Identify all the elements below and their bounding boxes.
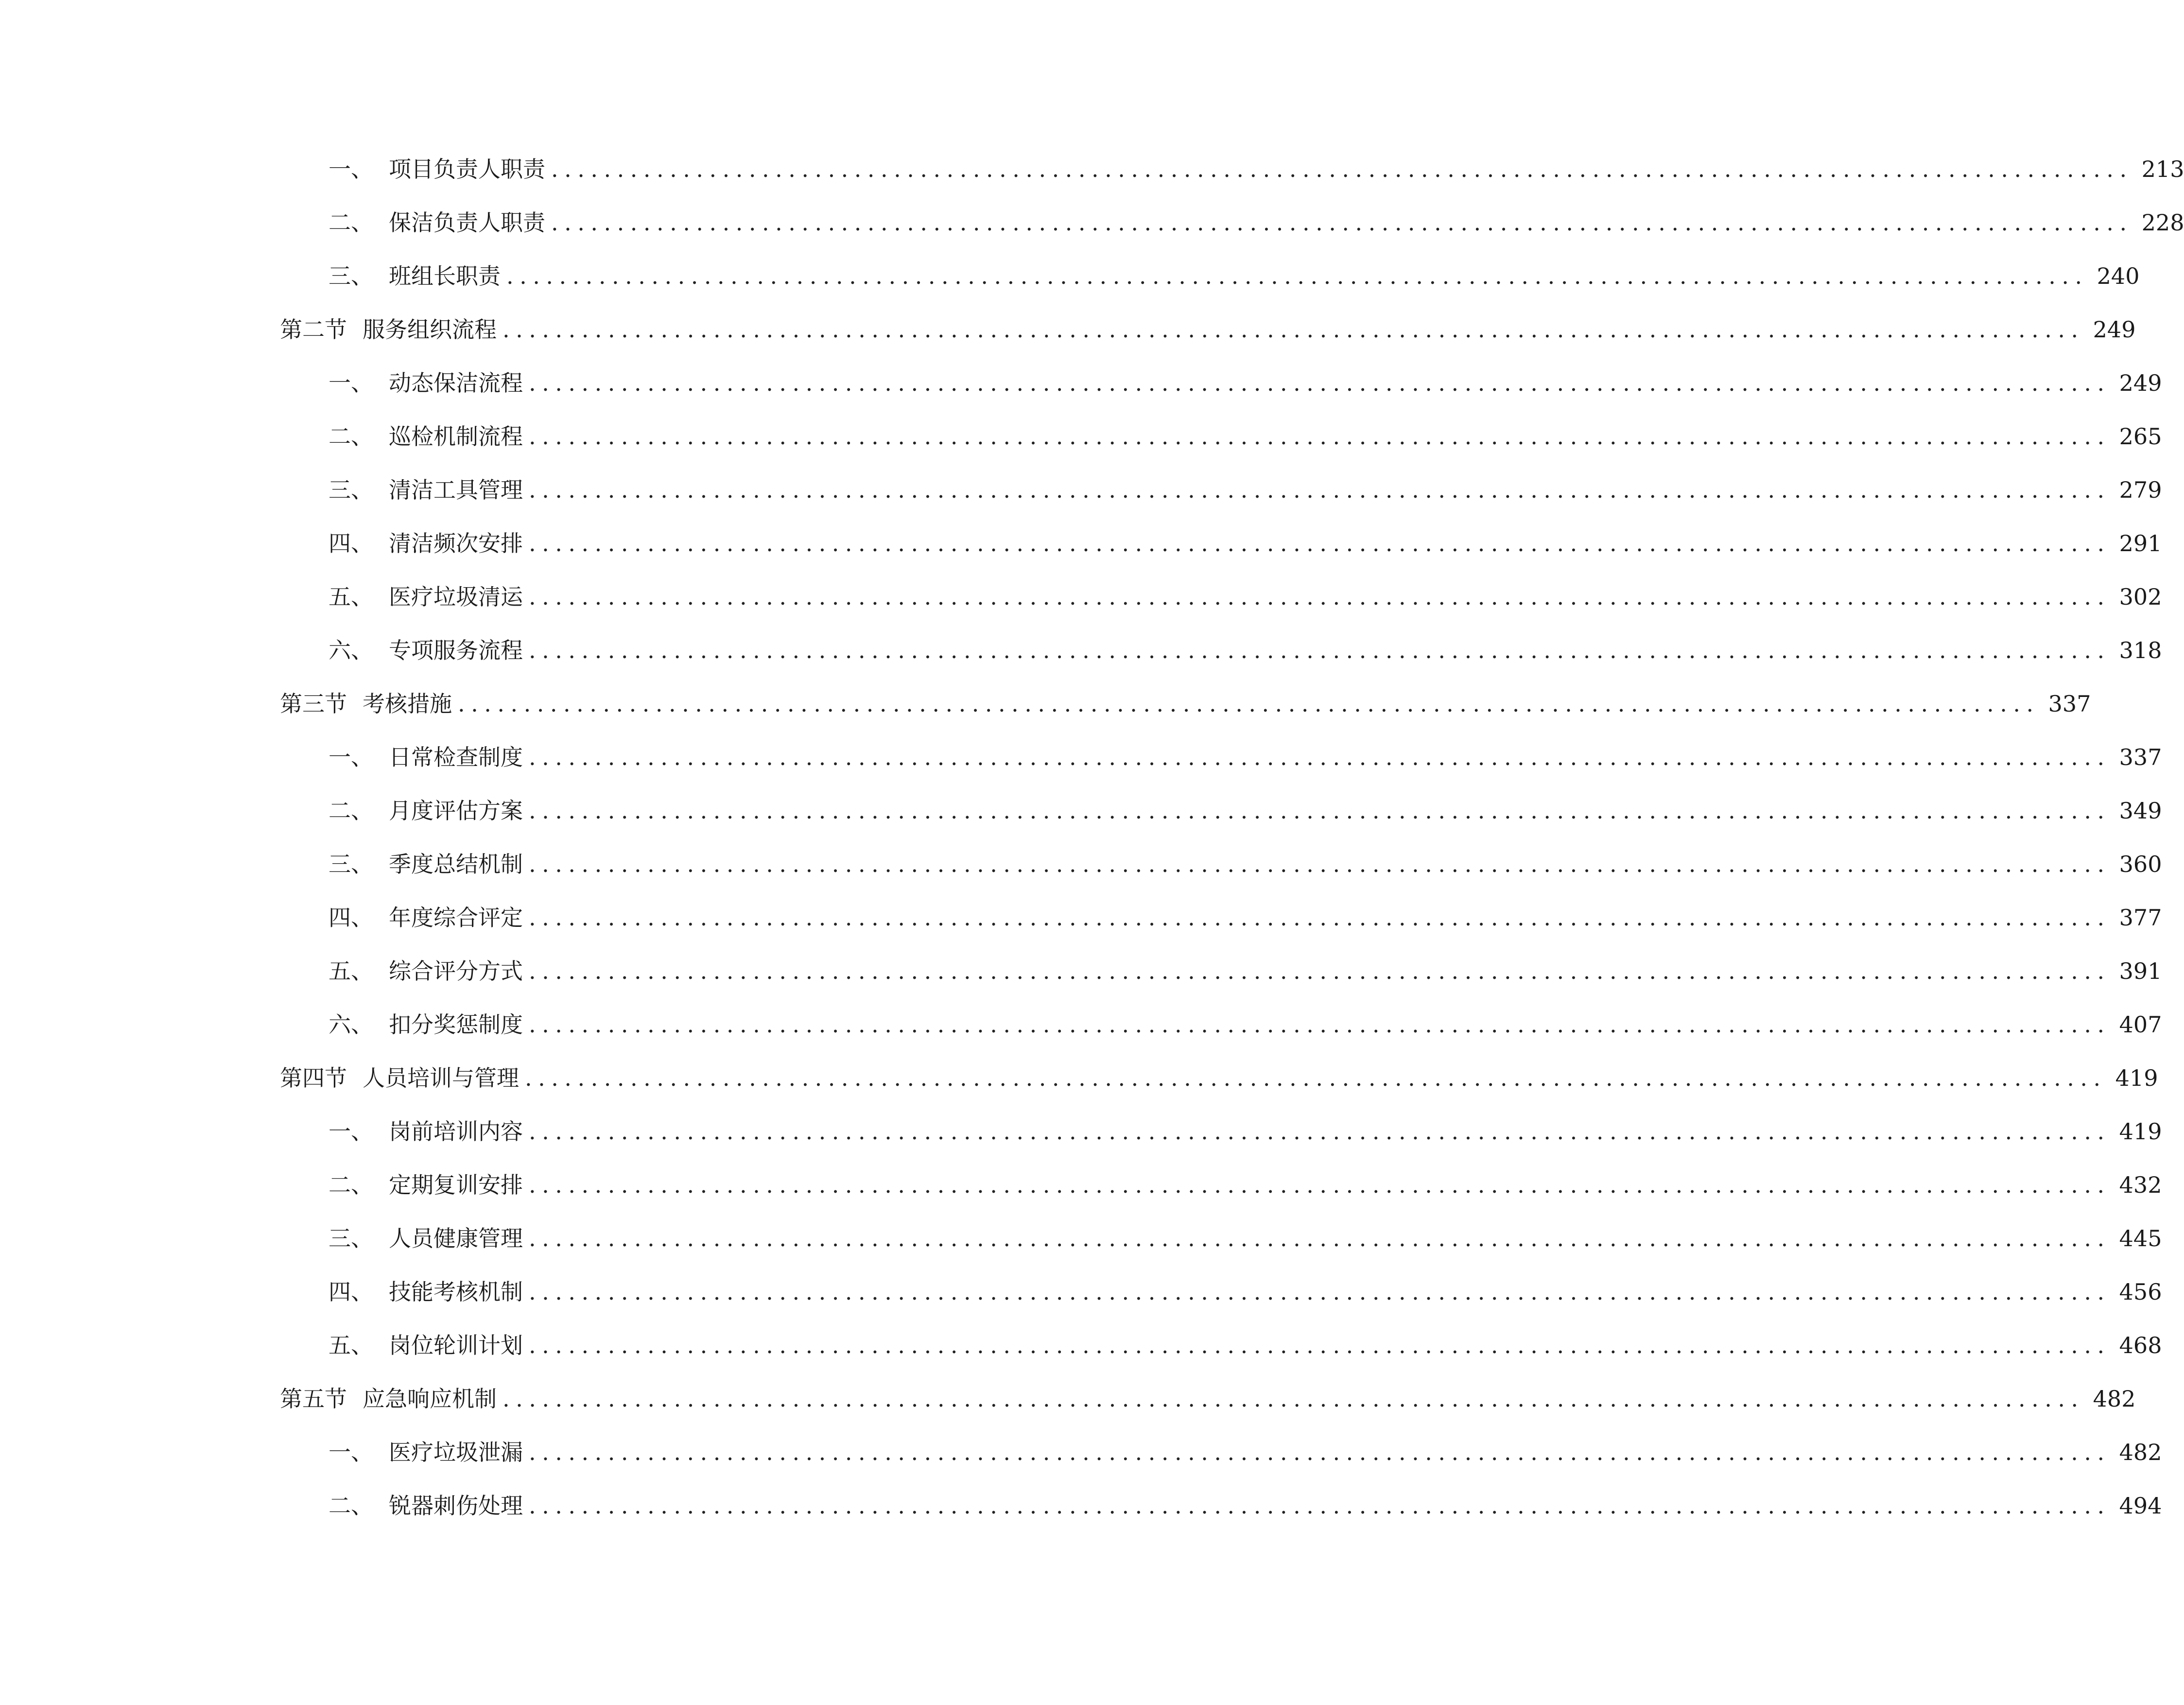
toc-section-entry[interactable]	[280, 684, 2091, 723]
toc-entry-number: 二、	[329, 1493, 373, 1519]
toc-entry-number: 三、	[329, 263, 373, 289]
toc-entry-page: 349	[2119, 798, 2162, 824]
toc-entry-page: 318	[2119, 637, 2162, 663]
toc-entry-title: 项目负责人职责	[389, 156, 545, 182]
toc-entry-number: 四、	[329, 1279, 373, 1305]
toc-entry-title: 综合评分方式	[389, 958, 523, 984]
toc-entry[interactable]	[329, 1326, 2162, 1365]
toc-entry-page: 391	[2119, 958, 2162, 984]
toc-entry-number: 六、	[329, 637, 373, 663]
toc-leader-dots: ........................................................................................................................	[458, 691, 2040, 717]
toc-entry[interactable]	[329, 257, 2140, 296]
toc-entry-number: 二、	[329, 1172, 373, 1198]
toc-leader-dots: ........................................................................................................................	[551, 156, 2133, 182]
toc-section-title: 人员培训与管理	[363, 1065, 519, 1091]
toc-entry-page: 279	[2119, 477, 2162, 503]
toc-leader-dots: ........................................................................................................................	[529, 1279, 2111, 1305]
toc-leader-dots: ........................................................................................................................	[551, 209, 2133, 236]
toc-entry-number: 三、	[329, 1225, 373, 1252]
toc-entry-number: 三、	[329, 477, 373, 503]
toc-entry-number: 一、	[329, 1118, 373, 1145]
toc-entry[interactable]	[329, 1005, 2162, 1044]
toc-entry[interactable]	[329, 470, 2162, 509]
toc-entry[interactable]	[329, 150, 2184, 189]
toc-leader-dots: ........................................................................................................................	[529, 1011, 2111, 1038]
toc-entry-title: 月度评估方案	[389, 798, 523, 824]
toc-entry[interactable]	[329, 417, 2162, 456]
toc-entry[interactable]	[329, 791, 2162, 830]
toc-entry-title: 清洁频次安排	[389, 530, 523, 557]
toc-section-page: 249	[2093, 316, 2136, 343]
toc-entry-number: 六、	[329, 1011, 373, 1038]
toc-entry-page: 291	[2119, 530, 2162, 557]
toc-leader-dots: ........................................................................................................................	[529, 370, 2111, 396]
toc-leader-dots: ........................................................................................................................	[529, 851, 2111, 877]
toc-section-title: 应急响应机制	[363, 1386, 497, 1412]
toc-entry-title: 定期复训安排	[389, 1172, 523, 1198]
toc-entry-title: 岗位轮训计划	[389, 1332, 523, 1358]
toc-entry-title: 季度总结机制	[389, 851, 523, 877]
toc-entry-page: 407	[2119, 1011, 2162, 1038]
toc-leader-dots: ........................................................................................................................	[503, 316, 2084, 343]
toc-entry-title: 医疗垃圾清运	[389, 584, 523, 610]
toc-entry-page: 494	[2119, 1493, 2162, 1519]
toc-entry[interactable]	[329, 952, 2162, 991]
toc-leader-dots: ........................................................................................................................	[529, 798, 2111, 824]
toc-leader-dots: ........................................................................................................................	[529, 958, 2111, 984]
toc-entry-number: 三、	[329, 851, 373, 877]
toc-section-page: 419	[2115, 1065, 2158, 1091]
toc-entry-title: 医疗垃圾泄漏	[389, 1439, 523, 1465]
toc-entry[interactable]	[329, 1219, 2162, 1258]
toc-entry-page: 302	[2119, 584, 2162, 610]
toc-section-entry[interactable]	[280, 310, 2136, 349]
toc-entry-number: 四、	[329, 530, 373, 557]
toc-entry-title: 动态保洁流程	[389, 370, 523, 396]
toc-entry-title: 锐器刺伤处理	[389, 1493, 523, 1519]
toc-entry-page: 265	[2119, 423, 2162, 450]
toc-entry-page: 213	[2141, 156, 2184, 182]
toc-entry-title: 岗前培训内容	[389, 1118, 523, 1145]
toc-leader-dots: ........................................................................................................................	[529, 637, 2111, 663]
toc-leader-dots: ........................................................................................................................	[529, 530, 2111, 557]
toc-entry-title: 日常检查制度	[389, 744, 523, 770]
toc-entry[interactable]	[329, 1112, 2162, 1151]
toc-leader-dots: ........................................................................................................................	[529, 477, 2111, 503]
toc-entry[interactable]	[329, 364, 2162, 402]
toc-entry-title: 专项服务流程	[389, 637, 523, 663]
toc-entry-page: 419	[2119, 1118, 2162, 1145]
toc-entry-title: 扣分奖惩制度	[389, 1011, 523, 1038]
toc-leader-dots: ........................................................................................................................	[529, 1225, 2111, 1252]
toc-entry-number: 二、	[329, 423, 373, 450]
toc-entry-number: 二、	[329, 798, 373, 824]
toc-section-number: 第五节	[280, 1386, 347, 1412]
toc-entry-title: 保洁负责人职责	[389, 209, 545, 236]
toc-entry-number: 一、	[329, 1439, 373, 1465]
toc-entry[interactable]	[329, 631, 2162, 670]
toc-entry-title: 班组长职责	[389, 263, 501, 289]
toc-entry-number: 一、	[329, 370, 373, 396]
toc-section-entry[interactable]	[280, 1379, 2136, 1418]
toc-leader-dots: ........................................................................................................................	[525, 1065, 2107, 1091]
toc-leader-dots: ........................................................................................................................	[529, 1439, 2111, 1465]
toc-entry-page: 468	[2119, 1332, 2162, 1358]
toc-entry-page: 482	[2119, 1439, 2162, 1465]
toc-leader-dots: ........................................................................................................................	[529, 1332, 2111, 1358]
toc-entry-title: 技能考核机制	[389, 1279, 523, 1305]
toc-section-title: 服务组织流程	[363, 316, 497, 343]
toc-entry-number: 四、	[329, 905, 373, 931]
toc-entry-title: 巡检机制流程	[389, 423, 523, 450]
toc-entry-page: 228	[2141, 209, 2184, 236]
toc-leader-dots: ........................................................................................................................	[529, 1172, 2111, 1198]
toc-entry-number: 五、	[329, 958, 373, 984]
toc-entry-page: 456	[2119, 1279, 2162, 1305]
toc-entry-number: 五、	[329, 1332, 373, 1358]
toc-leader-dots: ........................................................................................................................	[529, 905, 2111, 931]
toc-section-title: 考核措施	[363, 691, 452, 717]
toc-entry[interactable]	[329, 898, 2162, 937]
toc-entry-page: 240	[2097, 263, 2140, 289]
toc-entry-number: 五、	[329, 584, 373, 610]
toc-section-entry[interactable]	[280, 1059, 2158, 1097]
toc-entry-page: 432	[2119, 1172, 2162, 1198]
toc-entry-title: 人员健康管理	[389, 1225, 523, 1252]
toc-section-number: 第四节	[280, 1065, 347, 1091]
toc-entry-page: 360	[2119, 851, 2162, 877]
toc-entry-page: 249	[2119, 370, 2162, 396]
toc-entry-title: 年度综合评定	[389, 905, 523, 931]
toc-section-number: 第二节	[280, 316, 347, 343]
toc-entry[interactable]	[329, 738, 2162, 777]
toc-entry[interactable]	[329, 524, 2162, 563]
toc-entry-title: 清洁工具管理	[389, 477, 523, 503]
toc-entry-page: 337	[2119, 744, 2162, 770]
toc-leader-dots: ........................................................................................................................	[529, 1118, 2111, 1145]
toc-leader-dots: ........................................................................................................................	[529, 584, 2111, 610]
toc-entry[interactable]	[329, 1433, 2162, 1472]
toc-entry[interactable]	[329, 1272, 2162, 1311]
toc-leader-dots: ........................................................................................................................	[529, 1493, 2111, 1519]
toc-entry-number: 一、	[329, 156, 373, 182]
toc-entry[interactable]	[329, 203, 2184, 242]
toc-entry-number: 二、	[329, 209, 373, 236]
toc-entry-page: 377	[2119, 905, 2162, 931]
toc-entry-number: 一、	[329, 744, 373, 770]
toc-entry[interactable]	[329, 845, 2162, 884]
toc-section-page: 482	[2093, 1386, 2136, 1412]
toc-leader-dots: ........................................................................................................................	[506, 263, 2088, 289]
toc-entry[interactable]	[329, 577, 2162, 616]
toc-section-number: 第三节	[280, 691, 347, 717]
toc-entry-page: 445	[2119, 1225, 2162, 1252]
toc-entry[interactable]	[329, 1166, 2162, 1204]
toc-leader-dots: ........................................................................................................................	[529, 423, 2111, 450]
toc-leader-dots: ........................................................................................................................	[503, 1386, 2084, 1412]
toc-section-page: 337	[2048, 691, 2091, 717]
toc-entry[interactable]	[329, 1486, 2162, 1525]
toc-leader-dots: ........................................................................................................................	[529, 744, 2111, 770]
